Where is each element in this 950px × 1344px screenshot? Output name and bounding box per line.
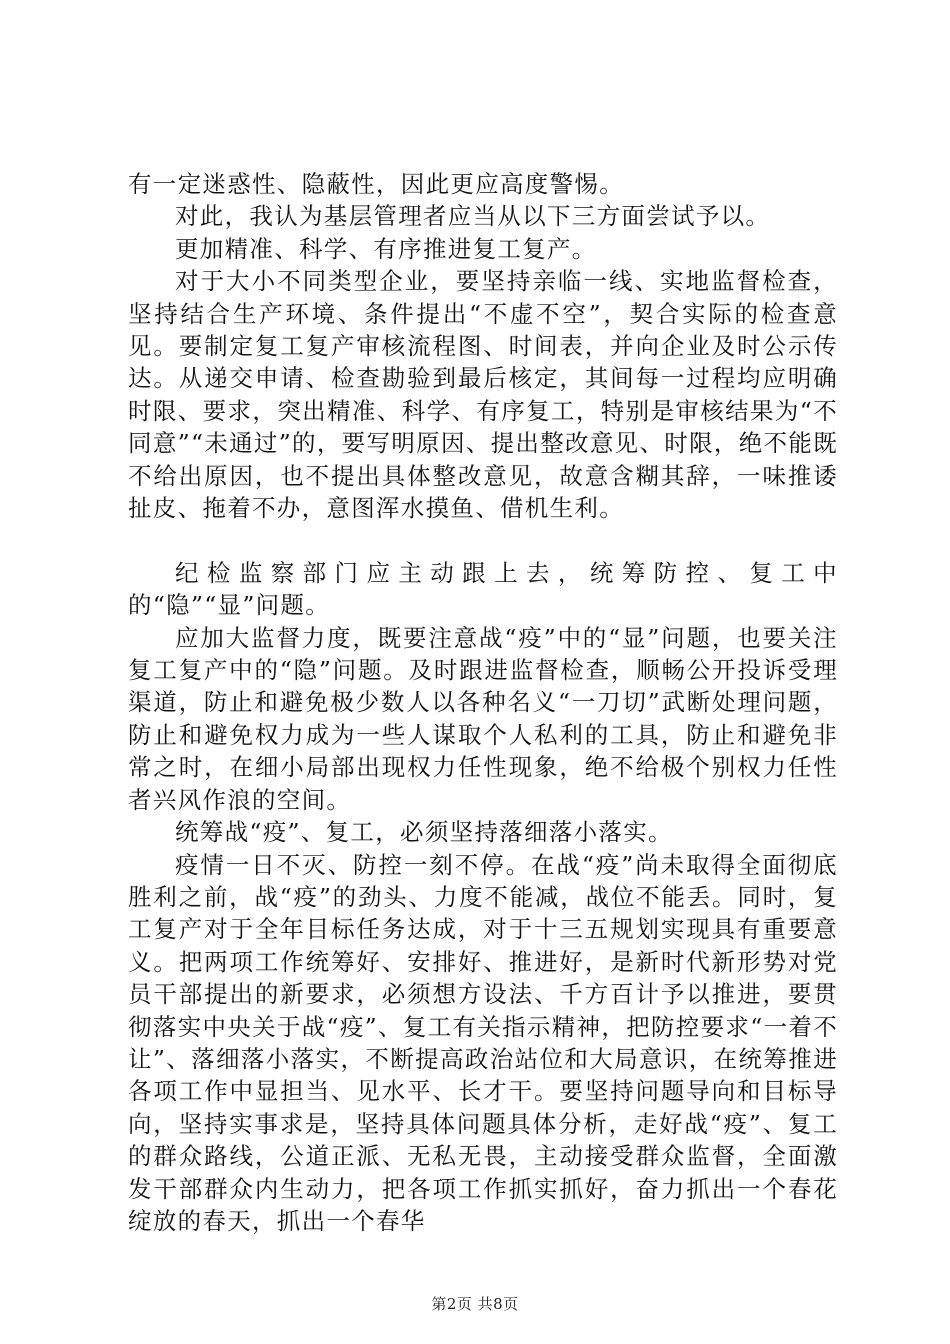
paragraph-body-3: 疫情一日不灭、防控一刻不停。在战“疫”尚未取得全面彻底胜利之前，战“疫”的劲头、力度不能减，战位不能丢。同时，复工复产对于全年目标任务达成，对于十三五规划实现具有重要意义。把两项工作统筹好、安排好、推进好，是新时代新形势对党员干部提出的新要求，必须想方设法、千方百计予以推进，要贯彻落实中央关于战“疫”、复工有关指示精神，把防控要求“一着不让”、落细落小落实，不断提高政治站位和大局意识，在统筹推进各项工作中显担当、见水平、长才干。要坚持问题导向和目标导向，坚持实事求是，坚持具体问题具体分析，走好战“疫”、复工的群众路线，公道正派、无私无畏，主动接受群众监督，全面激发干部群众内生动力，把各项工作抓实抓好，奋力抓出一个春花绽放的春天，抓出一个春华 [128,850,838,1235]
paragraph-heading-3: 统筹战“疫”、复工，必须坚持落细落小落实。 [175,818,673,847]
paragraph-heading-2: 纪检监察部门应主动跟上去，统筹防控、复工中的“隐”“显”问题。 [128,558,838,620]
paragraph-body-2: 应加大监督力度，既要注意战“疫”中的“显”问题，也要关注复工复产中的“隐”问题。及时跟进监督检查，顺畅公开投诉受理渠道，防止和避免极少数人以各种名义“一刀切”武断处理问题，防止和避免权力成为一些人谋取个人私利的工具，防止和避免非常之时，在细小局部出现权力任性现象，绝不给极个别权力任性者兴风作浪的空间。 [128,623,838,814]
paragraph-continuation: 有一定迷惑性、隐蔽性，因此更应高度警惕。 [128,170,624,198]
paragraph-body-1: 对于大小不同类型企业，要坚持亲临一线、实地监督检查，坚持结合生产环境、条件提出“不虚不空”，契合实际的检查意见。要制定复工复产审核流程图、时间表，并向企业及时公示传达。从递交申请、检查勘验到最后核定，其间每一过程均应明确时限、要求，突出精准、科学、有序复工，特别是审核结果为“不同意”“未通过”的，要写明原因、提出整改意见、时限，绝不能既不给出原因，也不提出具体整改意见，故意含糊其辞，一味推诿扯皮、拖着不办，意图浑水摸鱼、借机生利。 [128,267,838,523]
body-text [128,168,838,1237]
paragraph-heading-1: 更加精准、科学、有序推进复工复产。 [175,234,597,263]
page-number-footer: 第2页 共8页 [431,1295,519,1313]
paragraph-intro: 对此，我认为基层管理者应当从以下三方面尝试予以。 [175,202,771,231]
